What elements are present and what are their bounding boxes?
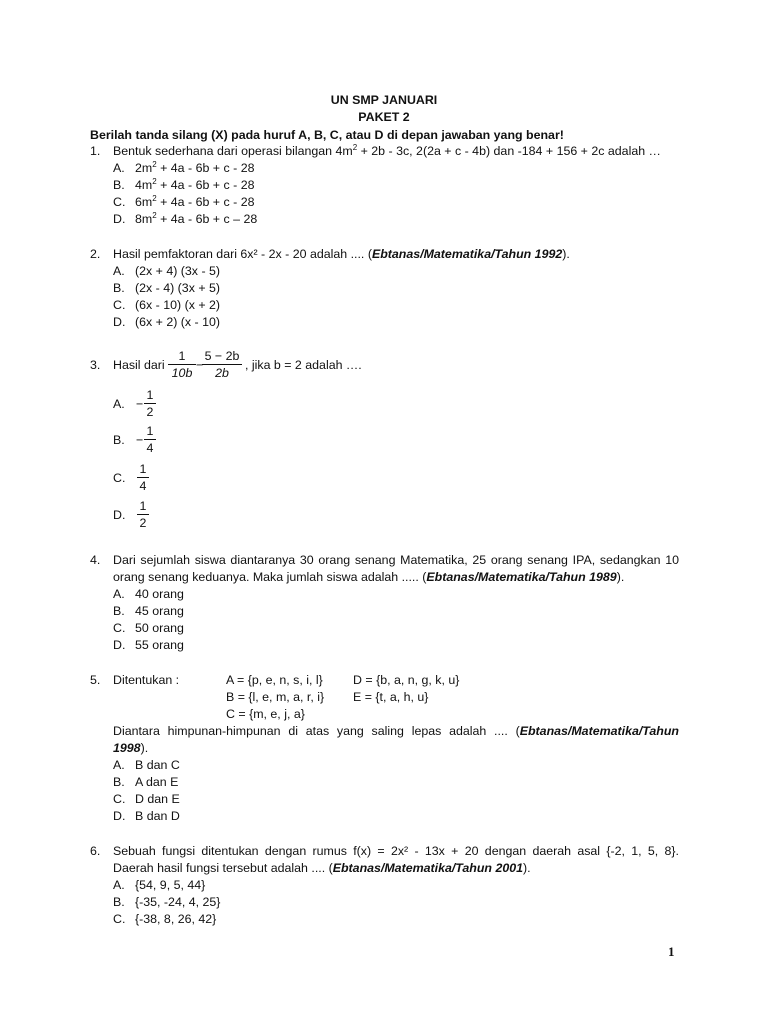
question-source: 1998 xyxy=(113,741,141,755)
minus-sign: − xyxy=(136,397,144,411)
question-text: Ditentukan : xyxy=(113,673,180,687)
question-text: Diantara himpunan-himpunan di atas yang saling lepas adalah .... (Ebtanas/Matematika/Tahun xyxy=(113,724,679,738)
question-text: 1998). xyxy=(113,741,149,755)
option-text: 45 orang xyxy=(135,604,184,618)
question-text: Hasil pemfaktoran dari 6x² - 2x - 20 adalah .... (Ebtanas/Matematika/Tahun 1992). xyxy=(113,247,570,261)
option-label: C. xyxy=(113,298,126,312)
set-a: A = {p, e, n, s, i, l} xyxy=(226,673,323,687)
option-label: B. xyxy=(113,281,125,295)
set-c: C = {m, e, j, a} xyxy=(226,707,305,721)
question-text: Dari sejumlah siswa diantaranya 30 orang senang Matematika, 25 orang senang IPA, sedangkan 10 xyxy=(113,553,679,567)
option-label: B. xyxy=(113,178,125,192)
document-title: UN SMP JANUARI xyxy=(330,93,438,107)
option-text: 40 orang xyxy=(135,587,184,601)
option-label: A. xyxy=(113,161,125,175)
question-text: orang senang keduanya. Maka jumlah siswa adalah ..... (Ebtanas/Matematika/Tahun 1989). xyxy=(113,570,625,584)
fraction: 1 10b xyxy=(168,349,196,380)
option-label: D. xyxy=(113,212,126,226)
option-text: (6x + 2) (x - 10) xyxy=(135,315,221,329)
question-number: 6. xyxy=(90,844,101,858)
option-text: A dan E xyxy=(135,775,179,789)
question-number: 1. xyxy=(90,144,101,158)
option-label: C. xyxy=(113,471,126,485)
option-label: A. xyxy=(113,587,125,601)
option-text: $6m^2 + 4a - 6b + c - 28$ xyxy=(135,194,255,209)
option-text: B dan C xyxy=(135,758,180,772)
instruction: Berilah tanda silang (X) pada huruf A, B, C, atau D di depan jawaban yang benar! xyxy=(90,128,564,142)
set-e: E = {t, a, h, u} xyxy=(353,690,429,704)
option-label: B. xyxy=(113,433,125,447)
minus-sign: − xyxy=(136,433,144,447)
option-label: C. xyxy=(113,792,126,806)
question-source: Ebtanas/Matematika/Tahun 2001 xyxy=(332,861,524,875)
question-text: Bentuk sederhana dari operasi bilangan $4m^2 + 2b - 3c$, 2(2a + c - 4b) dan -184 + 156 + 2c adalah … xyxy=(113,143,661,158)
question-text: Daerah hasil fungsi tersebut adalah .... (Ebtanas/Matematika/Tahun 2001). xyxy=(113,861,531,875)
option-text: D dan E xyxy=(135,792,180,806)
fraction: 1 2 xyxy=(144,388,156,419)
option-label: B. xyxy=(113,775,125,789)
fraction: 1 4 xyxy=(144,424,156,455)
question-source: Ebtanas/Matematika/Tahun xyxy=(519,724,679,738)
option-label: C. xyxy=(113,195,126,209)
option-label: D. xyxy=(113,315,126,329)
option-text: (6x - 10) (x + 2) xyxy=(135,298,221,312)
minus-sign: − xyxy=(196,358,204,372)
option-label: C. xyxy=(113,912,126,926)
question-number: 3. xyxy=(90,358,101,372)
option-label: C. xyxy=(113,621,126,635)
question-source: Ebtanas/Matematika/Tahun 1989 xyxy=(426,570,617,584)
option-text: B dan D xyxy=(135,809,180,823)
option-text: {-38, 8, 26, 42} xyxy=(135,912,217,926)
question-text: , jika b = 2 adalah …. xyxy=(245,358,362,372)
option-label: D. xyxy=(113,638,126,652)
fraction: 1 4 xyxy=(137,462,149,493)
option-label: A. xyxy=(113,878,125,892)
option-label: A. xyxy=(113,397,125,411)
option-label: A. xyxy=(113,758,125,772)
option-text: {54, 9, 5, 44} xyxy=(135,878,206,892)
fraction: 1 2 xyxy=(137,499,149,530)
question-number: 4. xyxy=(90,553,101,567)
option-text: {-35, -24, 4, 25} xyxy=(135,895,221,909)
fraction: 5 − 2b 2b xyxy=(202,349,242,380)
question-text: Sebuah fungsi ditentukan dengan rumus f(x) = 2x² - 13x + 20 dengan daerah asal {-2, 1, 5, 8}. xyxy=(113,844,679,858)
option-text: $4m^2 + 4a - 6b + c - 28$ xyxy=(135,177,255,192)
option-label: A. xyxy=(113,264,125,278)
option-text: (2x + 4) (3x - 5) xyxy=(135,264,221,278)
set-d: D = {b, a, n, g, k, u} xyxy=(353,673,460,687)
option-text: 50 orang xyxy=(135,621,184,635)
question-number: 2. xyxy=(90,247,101,261)
question-number: 5. xyxy=(90,673,101,687)
option-text: $8m^2 + 4a - 6b + c - 28$ xyxy=(135,211,258,226)
option-label: D. xyxy=(113,809,126,823)
question-source: Ebtanas/Matematika/Tahun 1992 xyxy=(371,247,563,261)
option-text: $2m^2 + 4a - 6b + c - 28$ xyxy=(135,160,255,175)
option-label: D. xyxy=(113,508,126,522)
option-label: B. xyxy=(113,604,125,618)
page-number: 1 xyxy=(668,944,675,959)
option-label: B. xyxy=(113,895,125,909)
option-text: (2x - 4) (3x + 5) xyxy=(135,281,221,295)
option-text: 55 orang xyxy=(135,638,184,652)
question-text: Hasil dari xyxy=(113,358,165,372)
set-b: B = {l, e, m, a, r, i} xyxy=(226,690,325,704)
paket-label: PAKET 2 xyxy=(358,110,410,124)
